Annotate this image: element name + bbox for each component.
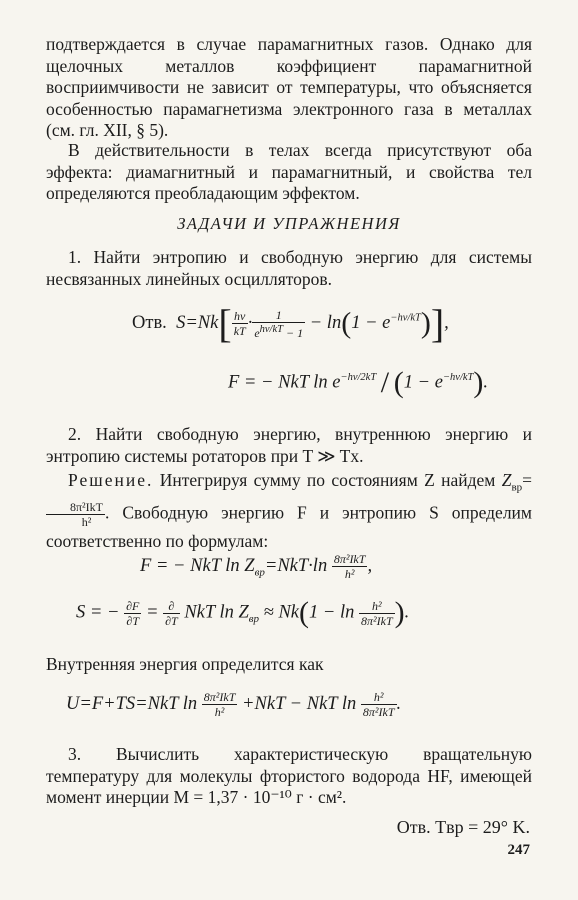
task-1-text: 1. Найти энтропию и свободную энергию для системы несвязанных линейных осцилляторов. bbox=[46, 247, 532, 289]
solution-label: Решение. bbox=[68, 470, 154, 490]
formula-internal-energy: U=F+TS=NkT ln $\frac{\text{8π²IkT}}{\text{h²}}$ +NkT − NkT ln $\frac{\text{h²}}{\text{8π²IkT}}$ . bbox=[66, 690, 402, 719]
task-3-text: 3. Вычислить характеристическую вращательную температуру для молекулы фтористого водорода HF, имеющей момент инерции M = 1,37 · 10⁻¹⁰ г · см². bbox=[46, 744, 532, 807]
inner-energy-text: Внутренняя энергия определится как bbox=[46, 654, 324, 674]
formula-entropy-oscillators: Отв. S=Nk[ $\frac{h\nu}{kT}$ · $\frac{1}{e^{h\nu/kT} - 1}$ − $\ln(1 - e^{-h\nu/kT})$], bbox=[132, 301, 449, 346]
task-3-answer: Отв. Tвр = 29° K. bbox=[396, 817, 530, 837]
formula-entropy-rotators: S = − $\frac{\partial F}{\partial T}$ = $\frac{\partial}{\partial T}$ NkT $\ln Z_{вр} \approx Nk(1 - \ln$ $\frac{\text{h²}}{\text{8π²IkT}}$ ). bbox=[76, 596, 410, 629]
solution-text-a: Интегрируя сумму по состояниям Z найдем bbox=[159, 470, 496, 490]
page-number: 247 bbox=[507, 842, 530, 858]
answer-label: Отв. bbox=[132, 312, 167, 333]
formula-free-energy-oscillators: F = − NkT $\ln e^{-h\nu/2kT} / (1 - e^{-h\nu/kT})$. bbox=[228, 366, 489, 399]
section-heading: ЗАДАЧИ И УПРАЖНЕНИЯ bbox=[177, 214, 401, 233]
paragraph-both-effects: В действительности в телах всегда присутствуют оба эффекта: диамагнитный и парамагнитный, и свойства тел определяются преобладающим эффектом. bbox=[46, 140, 532, 203]
solution-text-b: . Свободную энергию F и энтропию S определим соответственно по формулам: bbox=[46, 502, 532, 551]
task-2-text: 2. Найти свободную энергию, внутреннюю энергию и энтропию системы ротаторов при T ≫ Tx. bbox=[46, 424, 532, 466]
paragraph-paramagnetism: подтверждается в случае парамагнитных газов. Однако для щелочных металлов коэффициент парамагнитной восприимчивости не зависит от температуры, что объясняется особенностью парамагнетизма электронного газа в металлах (см. гл. XII, § 5). bbox=[46, 34, 532, 140]
task-2-solution-text: Решение. Интегрируя сумму по состояниям Z найдем $Z_{вр}=$ $\frac{\text{8π²IkT}}{\text{h²}}$ . Свободную энергию F и энтропию S определим соответственно по формулам: bbox=[46, 470, 533, 551]
formula-free-energy-rotators: F = − NkT $\ln Z_{вр}=NkT\cdot\ln$ $\frac{\text{8π²IkT}}{\text{h²}}$ , bbox=[140, 552, 373, 581]
